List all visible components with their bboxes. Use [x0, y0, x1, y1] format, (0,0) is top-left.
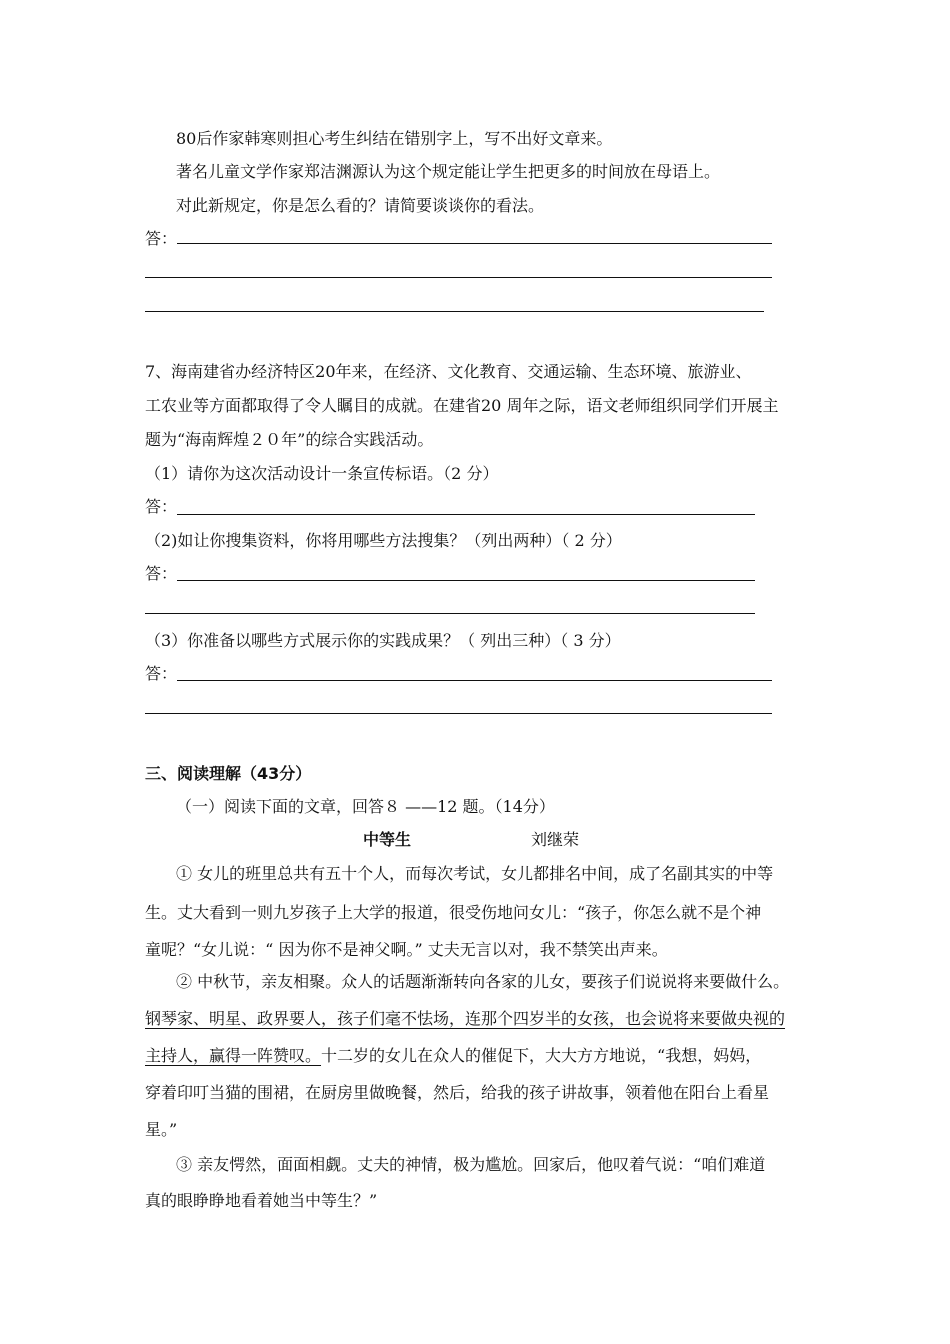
paragraph-1-line-3: 童呢？“女儿说：“ 因为你不是神父啊。” 丈夫无言以对，我不禁笑出声来。 — [145, 940, 668, 959]
answer-line[interactable] — [145, 311, 764, 312]
q7-line-1: 7、海南建省办经济特区20年来，在经济、文化教育、交通运输、生态环境、旅游业、 — [145, 362, 752, 381]
answer-line[interactable] — [145, 713, 772, 714]
paragraph-2-line-4: 穿着印叮当猫的围裙，在厨房里做晚餐，然后，给我的孩子讲故事，领着他在阳台上看星 — [145, 1083, 770, 1102]
answer-line[interactable] — [177, 580, 755, 581]
intro-question: 对此新规定，你是怎么看的？请简要谈谈你的看法。 — [176, 196, 545, 215]
answer-label: 答： — [145, 564, 178, 583]
section-heading: 三、阅读理解（43分） — [145, 764, 312, 783]
q7-line-3: 题为“海南辉煌２０年”的综合实践活动。 — [145, 430, 434, 449]
paragraph-3-line-1: ③ 亲友愕然，面面相觑。丈夫的神情，极为尴尬。回家后，他叹着气说：“咱们难道 — [176, 1155, 766, 1174]
answer-line[interactable] — [177, 514, 755, 515]
paragraph-3-line-2: 真的眼睁睁地看着她当中等生？” — [145, 1191, 378, 1210]
answer-label: 答： — [145, 497, 178, 516]
intro-line-1: 80后作家韩寒则担心考生纠结在错别字上，写不出好文章来。 — [176, 129, 613, 148]
paragraph-2-line-1: ② 中秋节，亲友相聚。众人的话题渐渐转向各家的儿女，要孩子们说说将来要做什么。 — [176, 972, 790, 991]
answer-label: 答： — [145, 229, 178, 248]
q7-sub-question-3: （3）你准备以哪些方式展示你的实践成果？（ 列出三种）（ 3 分） — [145, 631, 621, 650]
answer-line[interactable] — [177, 680, 772, 681]
article-title: 中等生 — [363, 830, 412, 849]
underlined-phrase: 主持人，赢得一阵赞叹。 — [145, 1046, 322, 1065]
answer-line[interactable] — [145, 613, 755, 614]
answer-label: 答： — [145, 664, 178, 683]
paragraph-1-line-2: 生。丈大看到一则九岁孩子上大学的报道，很受伤地问女儿：“孩子，你怎么就不是个神 — [145, 903, 762, 922]
answer-line[interactable] — [145, 277, 772, 278]
article-author: 刘继荣 — [531, 830, 580, 849]
paragraph-1-line-1: ① 女儿的班里总共有五十个人，而每次考试，女儿都排名中间，成了名副其实的中等 — [176, 864, 774, 883]
paragraph-2-line-3 — [145, 1046, 761, 1066]
q7-line-2: 工农业等方面都取得了令人瞩目的成就。在建省20 周年之际，语文老师组织同学们开展主 — [145, 396, 779, 415]
section-sub-intro: （一）阅读下面的文章，回答８ ——12 题。（14分） — [176, 797, 555, 816]
paragraph-2-line-3-rest: 十二岁的女儿在众人的催促下，大大方方地说，“我想，妈妈， — [321, 1046, 762, 1065]
q7-sub-question-2: （2)如让你搜集资料，你将用哪些方法搜集？（列出两种）（ 2 分） — [145, 531, 622, 550]
q7-sub-question-1: （1）请你为这次活动设计一条宣传标语。（2 分） — [145, 464, 499, 483]
intro-line-2: 著名儿童文学作家郑洁渊源认为这个规定能让学生把更多的时间放在母语上。 — [176, 162, 721, 181]
answer-line[interactable] — [177, 243, 772, 244]
paragraph-2-line-2-underlined: 钢琴家、明星、政界要人，孩子们毫不怯场，连那个四岁半的女孩，也会说将来要做央视的 — [145, 1009, 786, 1028]
paragraph-2-line-5: 星。” — [145, 1120, 178, 1139]
